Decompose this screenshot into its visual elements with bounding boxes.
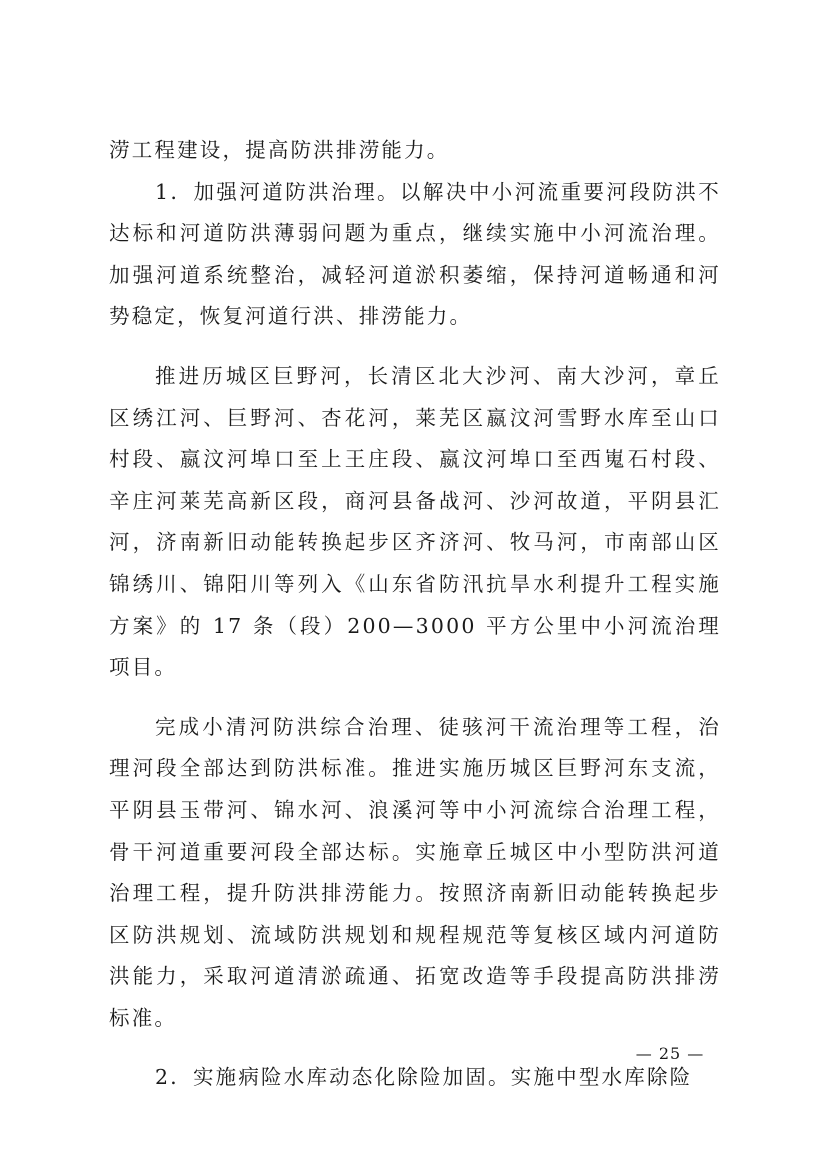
paragraph-river-governance: 1．加强河道防洪治理。以解决中小河流重要河段防洪不达标和河道防洪薄弱问题为重点，继续实施中小河流治理。加强河道系统整治，减轻河道淤积萎缩，保持河道畅通和河势稳定，恢复河道行洪、排涝能力。 — [109, 179, 721, 329]
paragraph-river-projects: 推进历城区巨野河，长清区北大沙河、南大沙河，章丘区绣江河、巨野河、杏花河，莱芜区嬴汶河雪野水库至山口村段、嬴汶河埠口至上王庄段、嬴汶河埠口至西嵬石村段、辛庄河莱芜高新区段，商河县备战河、沙河故道，平阴县汇河，济南新旧动能转换起步区齐济河、牧马河，市南部山区锦绣川、锦阳川等列入《山东省防汛抗旱水利提升工程实施方案》的 17 条（段）200—3000 平方公里中小河流治理项目。 — [109, 363, 721, 680]
paragraph-flood-control-works: 完成小清河防洪综合治理、徒骇河干流治理等工程，治理河段全部达到防洪标准。推进实施历城区巨野河东支流，平阴县玉带河、锦水河、浪溪河等中小河流综合治理工程，骨干河道重要河段全部达标。实施章丘城区中小型防洪河道治理工程，提升防洪排涝能力。按照济南新旧动能转换起步区防洪规划、流域防洪规划和规程规范等复核区域内河道防洪能力，采取河道清淤疏通、拓宽改造等手段提高防洪排涝标准。 — [109, 714, 721, 1030]
paragraph-reservoir-reinforcement: 2．实施病险水库动态化除险加固。实施中型水库除险 — [155, 1065, 693, 1090]
paragraph-continuation: 涝工程建设，提高防洪排涝能力。 — [109, 138, 450, 162]
page-number: — 25 — — [635, 1044, 705, 1063]
body-text — [109, 130, 721, 1099]
